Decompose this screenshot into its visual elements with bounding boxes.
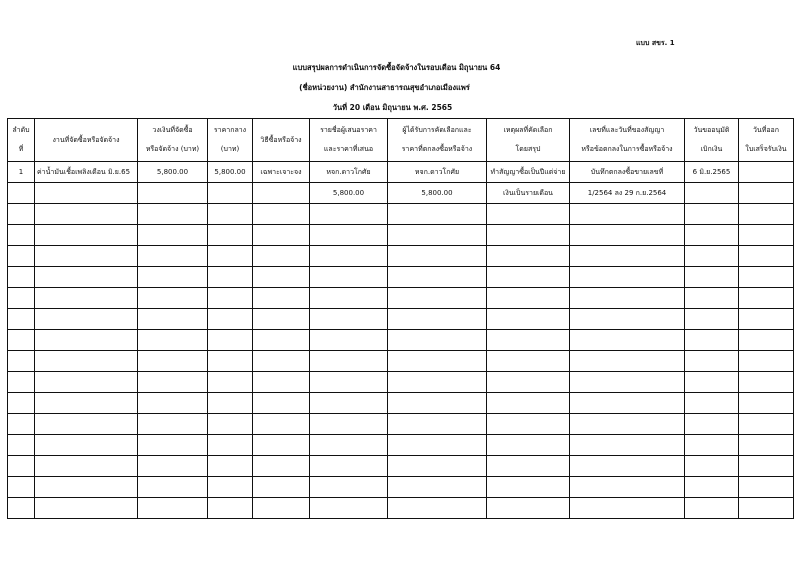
cell-contract-no	[570, 456, 685, 477]
cell-approval-date	[685, 498, 739, 519]
cell-receipt-date	[739, 351, 794, 372]
cell-method	[253, 267, 310, 288]
cell-selected-vendor: 5,800.00	[388, 183, 487, 204]
cell-budget	[138, 414, 208, 435]
cell-reference-price: 5,800.00	[208, 162, 253, 183]
cell-budget	[138, 435, 208, 456]
cell-method	[253, 477, 310, 498]
cell-item	[35, 183, 138, 204]
cell-bidders	[310, 225, 388, 246]
cell-approval-date: 6 มิ.ย.2565	[685, 162, 739, 183]
cell-bidders	[310, 351, 388, 372]
cell-selected-vendor	[388, 246, 487, 267]
column-header-item	[35, 119, 138, 162]
table-row	[8, 225, 794, 246]
cell-budget	[138, 267, 208, 288]
table-body	[8, 162, 794, 519]
cell-contract-no	[570, 393, 685, 414]
cell-contract-no	[570, 372, 685, 393]
cell-item	[35, 477, 138, 498]
table-row	[8, 414, 794, 435]
cell-reference-price	[208, 498, 253, 519]
cell-selected-vendor: หจก.ดาวโกศัย	[388, 162, 487, 183]
cell-item: ค่าน้ำมันเชื้อเพลิงเดือน มิ.ย.65	[35, 162, 138, 183]
cell-contract-no	[570, 351, 685, 372]
cell-selected-vendor	[388, 414, 487, 435]
cell-method	[253, 351, 310, 372]
column-header-receipt-date	[739, 119, 794, 162]
cell-receipt-date	[739, 246, 794, 267]
cell-selected-vendor	[388, 330, 487, 351]
cell-seq-no	[8, 351, 35, 372]
cell-seq-no	[8, 393, 35, 414]
cell-bidders	[310, 456, 388, 477]
table-row	[8, 162, 794, 183]
cell-approval-date	[685, 351, 739, 372]
cell-method	[253, 204, 310, 225]
cell-item	[35, 267, 138, 288]
cell-reference-price	[208, 393, 253, 414]
cell-reason	[487, 393, 570, 414]
column-header-line2: ที่	[18, 145, 24, 153]
column-header-line1: ผู้ได้รับการคัดเลือกและ	[402, 126, 472, 134]
cell-item	[35, 372, 138, 393]
cell-item	[35, 498, 138, 519]
form-code: แบบ สขร. 1	[636, 39, 675, 47]
column-header-line1: วันขออนุมัติ	[693, 126, 730, 134]
cell-selected-vendor	[388, 225, 487, 246]
column-header-line1: เหตุผลที่คัดเลือก	[503, 126, 553, 134]
cell-receipt-date	[739, 288, 794, 309]
cell-receipt-date	[739, 435, 794, 456]
cell-seq-no	[8, 330, 35, 351]
cell-selected-vendor	[388, 351, 487, 372]
cell-reason	[487, 288, 570, 309]
cell-selected-vendor	[388, 288, 487, 309]
cell-selected-vendor	[388, 204, 487, 225]
cell-bidders	[310, 372, 388, 393]
column-header-line1: วงเงินที่จัดซื้อ	[152, 126, 193, 134]
cell-item	[35, 414, 138, 435]
cell-seq-no: 1	[8, 162, 35, 183]
procurement-summary-table	[7, 118, 794, 519]
cell-bidders: 5,800.00	[310, 183, 388, 204]
table-row	[8, 288, 794, 309]
cell-selected-vendor	[388, 477, 487, 498]
cell-item	[35, 246, 138, 267]
cell-seq-no	[8, 456, 35, 477]
cell-contract-no	[570, 309, 685, 330]
cell-seq-no	[8, 414, 35, 435]
cell-method	[253, 183, 310, 204]
column-header-selected-vendor	[388, 119, 487, 162]
cell-method	[253, 246, 310, 267]
cell-budget	[138, 456, 208, 477]
cell-budget	[138, 393, 208, 414]
cell-reason: เงินเป็นรายเดือน	[487, 183, 570, 204]
cell-approval-date	[685, 330, 739, 351]
table-row	[8, 204, 794, 225]
column-header-line2: โดยสรุป	[515, 145, 541, 153]
cell-receipt-date	[739, 498, 794, 519]
cell-contract-no: 1/2564 ลง 29 ก.ย.2564	[570, 183, 685, 204]
report-date: วันที่ 20 เดือน มิถุนายน พ.ศ. 2565	[332, 103, 453, 112]
cell-budget	[138, 204, 208, 225]
cell-budget: 5,800.00	[138, 162, 208, 183]
cell-reason	[487, 456, 570, 477]
column-header-line1: วันที่ออก	[753, 126, 779, 134]
column-header-seq-no	[8, 119, 35, 162]
cell-approval-date	[685, 246, 739, 267]
cell-selected-vendor	[388, 372, 487, 393]
cell-reference-price	[208, 309, 253, 330]
cell-method	[253, 330, 310, 351]
cell-selected-vendor	[388, 498, 487, 519]
cell-contract-no	[570, 225, 685, 246]
cell-reference-price	[208, 267, 253, 288]
cell-item	[35, 330, 138, 351]
cell-approval-date	[685, 267, 739, 288]
cell-reason: ทำสัญญาซื้อเป็นปีแต่จ่าย	[487, 162, 570, 183]
column-header-line2: ใบเสร็จรับเงิน	[745, 145, 787, 153]
cell-bidders	[310, 477, 388, 498]
cell-approval-date	[685, 183, 739, 204]
cell-receipt-date	[739, 204, 794, 225]
cell-budget	[138, 498, 208, 519]
cell-approval-date	[685, 288, 739, 309]
cell-bidders: หจก.ดาวโกศัย	[310, 162, 388, 183]
cell-reason	[487, 435, 570, 456]
cell-method	[253, 435, 310, 456]
cell-budget	[138, 246, 208, 267]
table-row	[8, 393, 794, 414]
report-title: แบบสรุปผลการดำเนินการจัดซื้อจัดจ้างในรอบเดือน มิถุนายน 64	[292, 63, 501, 72]
cell-seq-no	[8, 288, 35, 309]
cell-receipt-date	[739, 183, 794, 204]
cell-selected-vendor	[388, 393, 487, 414]
cell-approval-date	[685, 393, 739, 414]
cell-method	[253, 414, 310, 435]
agency-name: (ชื่อหน่วยงาน) สำนักงานสาธารณสุขอำเภอเมืองแพร่	[299, 83, 470, 92]
cell-item	[35, 393, 138, 414]
column-header-line2: หรือจัดจ้าง (บาท)	[145, 145, 200, 153]
cell-contract-no	[570, 435, 685, 456]
cell-receipt-date	[739, 414, 794, 435]
cell-budget	[138, 477, 208, 498]
cell-selected-vendor	[388, 456, 487, 477]
cell-budget	[138, 351, 208, 372]
cell-bidders	[310, 393, 388, 414]
cell-approval-date	[685, 414, 739, 435]
table-row	[8, 456, 794, 477]
cell-contract-no	[570, 498, 685, 519]
cell-seq-no	[8, 435, 35, 456]
cell-budget	[138, 372, 208, 393]
cell-selected-vendor	[388, 435, 487, 456]
table-row	[8, 246, 794, 267]
table-row	[8, 477, 794, 498]
cell-receipt-date	[739, 309, 794, 330]
cell-contract-no	[570, 267, 685, 288]
cell-receipt-date	[739, 267, 794, 288]
cell-contract-no	[570, 204, 685, 225]
cell-receipt-date	[739, 372, 794, 393]
column-header-line2: หรือข้อตกลงในการซื้อหรือจ้าง	[581, 145, 673, 153]
cell-reason	[487, 225, 570, 246]
table-row	[8, 330, 794, 351]
cell-reference-price	[208, 414, 253, 435]
column-header-line1: งานที่จัดซื้อหรือจัดจ้าง	[52, 136, 120, 144]
cell-reference-price	[208, 225, 253, 246]
cell-method	[253, 456, 310, 477]
cell-method	[253, 225, 310, 246]
column-header-line1: รายชื่อผู้เสนอราคา	[320, 126, 377, 134]
cell-bidders	[310, 435, 388, 456]
cell-budget	[138, 330, 208, 351]
table-row	[8, 351, 794, 372]
column-header-bidders	[310, 119, 388, 162]
cell-seq-no	[8, 309, 35, 330]
cell-seq-no	[8, 225, 35, 246]
cell-receipt-date	[739, 225, 794, 246]
column-header-line2: เบิกเงิน	[700, 145, 723, 153]
cell-reason	[487, 498, 570, 519]
column-header-contract-no	[570, 119, 685, 162]
cell-reference-price	[208, 183, 253, 204]
cell-reason	[487, 246, 570, 267]
cell-contract-no	[570, 477, 685, 498]
cell-contract-no	[570, 414, 685, 435]
cell-approval-date	[685, 477, 739, 498]
cell-approval-date	[685, 309, 739, 330]
cell-reference-price	[208, 288, 253, 309]
cell-selected-vendor	[388, 309, 487, 330]
cell-reason	[487, 372, 570, 393]
cell-seq-no	[8, 204, 35, 225]
cell-method	[253, 309, 310, 330]
column-header-line2: ราคาที่ตกลงซื้อหรือจ้าง	[401, 145, 473, 153]
cell-reason	[487, 309, 570, 330]
table-row	[8, 435, 794, 456]
cell-seq-no	[8, 246, 35, 267]
cell-method	[253, 372, 310, 393]
cell-reference-price	[208, 456, 253, 477]
cell-receipt-date	[739, 477, 794, 498]
cell-reference-price	[208, 435, 253, 456]
cell-reference-price	[208, 246, 253, 267]
cell-approval-date	[685, 456, 739, 477]
table-row	[8, 498, 794, 519]
cell-bidders	[310, 246, 388, 267]
column-header-budget	[138, 119, 208, 162]
cell-approval-date	[685, 372, 739, 393]
table-row	[8, 183, 794, 204]
cell-item	[35, 456, 138, 477]
column-header-line1: เลขที่และวันที่ของสัญญา	[589, 126, 665, 134]
cell-reference-price	[208, 204, 253, 225]
cell-reason	[487, 204, 570, 225]
column-header-approval-date	[685, 119, 739, 162]
cell-seq-no	[8, 267, 35, 288]
cell-budget	[138, 183, 208, 204]
cell-reason	[487, 330, 570, 351]
cell-approval-date	[685, 435, 739, 456]
cell-selected-vendor	[388, 267, 487, 288]
cell-reason	[487, 267, 570, 288]
cell-receipt-date	[739, 162, 794, 183]
cell-item	[35, 225, 138, 246]
column-header-line1: วิธีซื้อหรือจ้าง	[260, 136, 302, 144]
cell-approval-date	[685, 204, 739, 225]
cell-seq-no	[8, 477, 35, 498]
cell-budget	[138, 225, 208, 246]
cell-reference-price	[208, 477, 253, 498]
column-header-line1: ราคากลาง	[213, 126, 247, 134]
column-header-line2: และราคาที่เสนอ	[323, 145, 374, 153]
cell-seq-no	[8, 372, 35, 393]
cell-contract-no	[570, 330, 685, 351]
cell-bidders	[310, 204, 388, 225]
column-header-method	[253, 119, 310, 162]
cell-bidders	[310, 414, 388, 435]
cell-budget	[138, 309, 208, 330]
cell-reason	[487, 477, 570, 498]
cell-bidders	[310, 330, 388, 351]
cell-item	[35, 288, 138, 309]
cell-reference-price	[208, 330, 253, 351]
cell-method	[253, 393, 310, 414]
cell-item	[35, 435, 138, 456]
cell-contract-no: บันทึกตกลงซื้อขายเลขที่	[570, 162, 685, 183]
cell-item	[35, 351, 138, 372]
table-row	[8, 267, 794, 288]
cell-bidders	[310, 498, 388, 519]
cell-method: เฉพาะเจาะจง	[253, 162, 310, 183]
column-header-reason	[487, 119, 570, 162]
cell-contract-no	[570, 246, 685, 267]
cell-receipt-date	[739, 393, 794, 414]
cell-receipt-date	[739, 456, 794, 477]
cell-reference-price	[208, 351, 253, 372]
cell-bidders	[310, 288, 388, 309]
cell-item	[35, 309, 138, 330]
cell-approval-date	[685, 225, 739, 246]
column-header-line2: (บาท)	[220, 145, 240, 153]
cell-item	[35, 204, 138, 225]
cell-contract-no	[570, 288, 685, 309]
table-row	[8, 309, 794, 330]
table-header-row	[8, 119, 794, 162]
table-row	[8, 372, 794, 393]
cell-reason	[487, 351, 570, 372]
cell-bidders	[310, 309, 388, 330]
cell-seq-no	[8, 498, 35, 519]
cell-method	[253, 288, 310, 309]
cell-reason	[487, 414, 570, 435]
cell-bidders	[310, 267, 388, 288]
cell-receipt-date	[739, 330, 794, 351]
cell-method	[253, 498, 310, 519]
column-header-reference-price	[208, 119, 253, 162]
cell-reference-price	[208, 372, 253, 393]
cell-budget	[138, 288, 208, 309]
column-header-line1: ลำดับ	[12, 126, 30, 134]
cell-seq-no	[8, 183, 35, 204]
